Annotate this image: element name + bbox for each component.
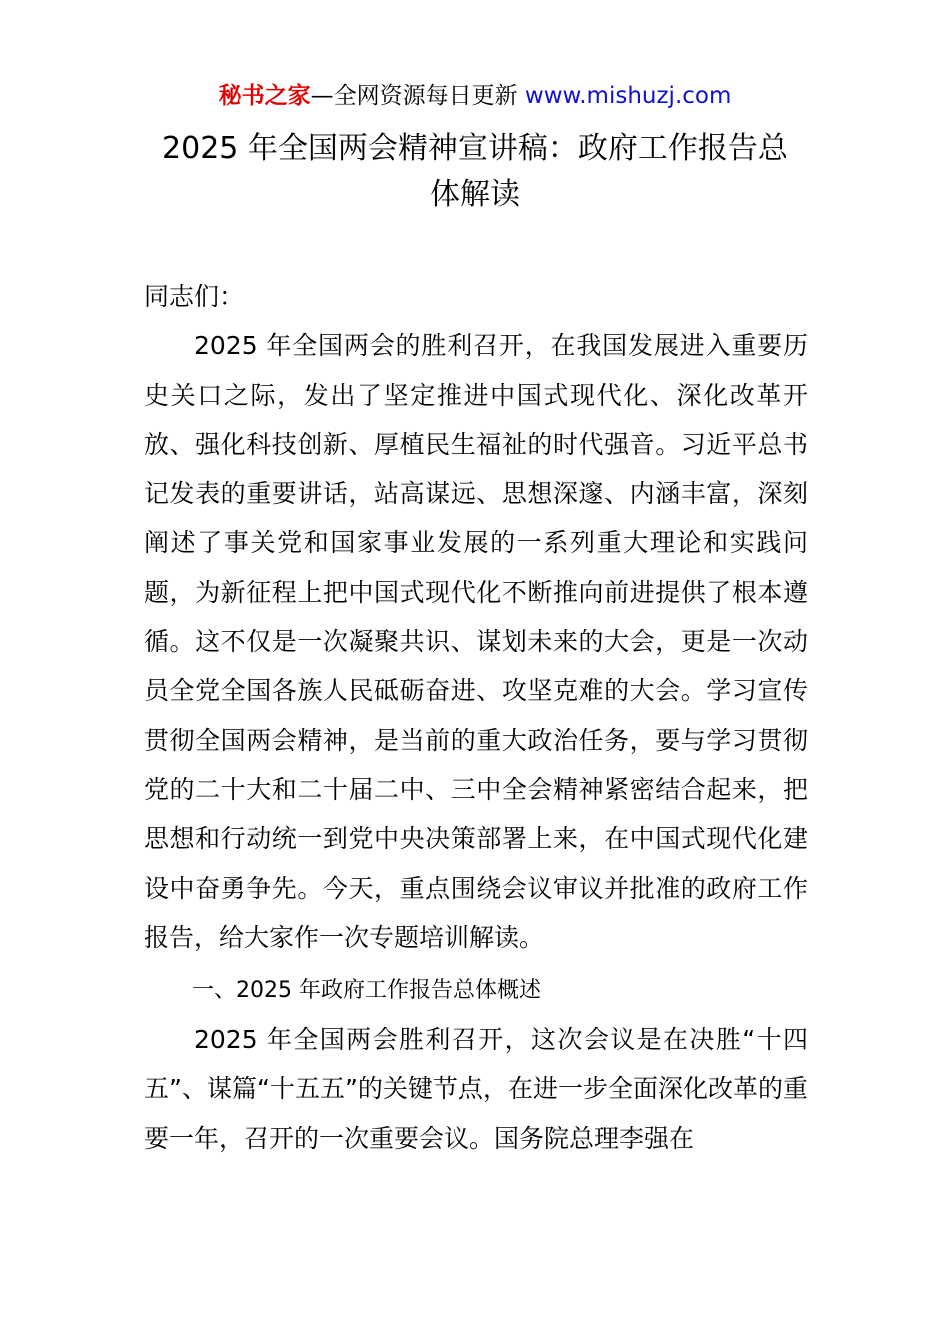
document-title <box>140 126 810 218</box>
site-url-link[interactable]: www.mishuzj.com <box>524 83 732 109</box>
section-heading-1: 一、2025 年政府工作报告总体概述 <box>192 978 541 1004</box>
paragraph-1: 2025 年全国两会的胜利召开，在我国发展进入重要历史关口之际，发出了坚定推进中国式现代化、深化改革开放、强化科技创新、厚植民生福祉的时代强音。习近平总书记发表的重要讲话，站高谋远、思想深邃、内涵丰富，深刻阐述了事关党和国家事业发展的一系列重大理论和实践问题，为新征程上把中国式现代化不断推向前进提供了根本遵循。这不仅是一次凝聚共识、谋划未来的大会，更是一次动员全党全国各族人民砥砺奋进、攻坚克难的大会。学习宣传贯彻全国两会精神，是当前的重大政治任务，要与学习贯彻党的二十大和二十届二中、三中全会精神紧密结合起来，把思想和行动统一到党中央决策部署上来，在中国式现代化建设中奋勇争先。今天，重点围绕会议审议并批准的政府工作报告，给大家作一次专题培训解读。 <box>144 331 808 952</box>
title-line-2: 体解读 <box>430 177 520 212</box>
header-slogan: —全网资源每日更新 <box>310 83 525 109</box>
title-line-1: 2025 年全国两会精神宣讲稿：政府工作报告总 <box>162 131 788 166</box>
document-body <box>144 272 808 1163</box>
site-header <box>0 80 950 112</box>
brand-name: 秘书之家 <box>218 83 311 109</box>
paragraph-2: 2025 年全国两会胜利召开，这次会议是在决胜“十四五”、谋篇“十五五”的关键节点，在进一步全面深化改革的重要一年，召开的一次重要会议。国务院总理李强在 <box>144 1025 808 1153</box>
salutation: 同志们： <box>144 282 245 311</box>
